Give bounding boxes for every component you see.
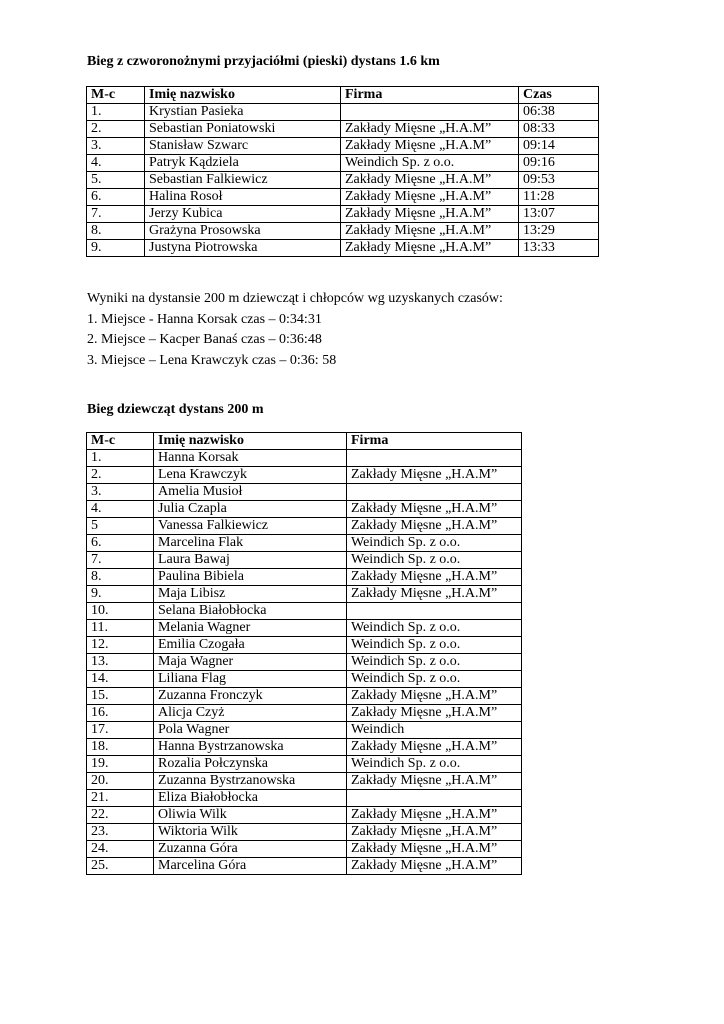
table-row	[87, 824, 522, 841]
table-row	[87, 206, 599, 223]
table-cell: 08:33	[519, 121, 599, 138]
table-cell: Stanisław Szwarc	[145, 138, 341, 155]
table-cell: Zakłady Mięsne „H.A.M”	[347, 824, 522, 841]
table-cell: 11:28	[519, 189, 599, 206]
table-cell: 9.	[87, 240, 145, 257]
table-row	[87, 756, 522, 773]
table-cell: 6.	[87, 189, 145, 206]
table-row	[87, 705, 522, 722]
section2-title: Bieg dziewcząt dystans 200 m	[87, 402, 264, 417]
column-header: M-c	[87, 433, 154, 450]
section1-title: Bieg z czworonożnymi przyjaciółmi (pieski) dystans 1.6 km	[87, 54, 440, 69]
table-row	[87, 240, 599, 257]
table-row	[87, 189, 599, 206]
table-cell: Weindich Sp. z o.o.	[347, 620, 522, 637]
table-cell: 22.	[87, 807, 154, 824]
table-cell: Liliana Flag	[154, 671, 347, 688]
table-cell: Pola Wagner	[154, 722, 347, 739]
table-row	[87, 671, 522, 688]
column-header: Firma	[347, 433, 522, 450]
table-cell: Alicja Czyż	[154, 705, 347, 722]
table-cell: 11.	[87, 620, 154, 637]
table-cell: 8.	[87, 569, 154, 586]
table-row	[87, 807, 522, 824]
table-cell: 16.	[87, 705, 154, 722]
table-cell: Zakłady Mięsne „H.A.M”	[347, 586, 522, 603]
table-cell: Zakłady Mięsne „H.A.M”	[347, 841, 522, 858]
table-cell: 21.	[87, 790, 154, 807]
table-row	[87, 586, 522, 603]
table-cell: 10.	[87, 603, 154, 620]
table-body	[87, 450, 522, 875]
table-cell: 2.	[87, 121, 145, 138]
table-cell: Grażyna Prosowska	[145, 223, 341, 240]
column-header: Imię nazwisko	[154, 433, 347, 450]
column-header: Imię nazwisko	[145, 87, 341, 104]
table-cell: 06:38	[519, 104, 599, 121]
table-cell: Melania Wagner	[154, 620, 347, 637]
table-cell: Emilia Czogała	[154, 637, 347, 654]
table-row	[87, 841, 522, 858]
table-cell: 5.	[87, 172, 145, 189]
table-cell: Hanna Bystrzanowska	[154, 739, 347, 756]
table-row	[87, 518, 522, 535]
table-cell: Justyna Piotrowska	[145, 240, 341, 257]
table-cell: 15.	[87, 688, 154, 705]
results-intro: Wyniki na dystansie 200 m dziewcząt i chłopców wg uzyskanych czasów:	[87, 291, 503, 306]
table-row	[87, 138, 599, 155]
table-cell: Zakłady Mięsne „H.A.M”	[341, 121, 519, 138]
dog-run-results-table	[86, 86, 599, 257]
table-row	[87, 637, 522, 654]
table-cell: Amelia Musioł	[154, 484, 347, 501]
table-row	[87, 467, 522, 484]
table-cell: Jerzy Kubica	[145, 206, 341, 223]
table-cell: 2.	[87, 467, 154, 484]
table-cell: 17.	[87, 722, 154, 739]
table-header-row	[87, 87, 599, 104]
table-row	[87, 790, 522, 807]
table-cell: 12.	[87, 637, 154, 654]
table-cell: Hanna Korsak	[154, 450, 347, 467]
table-row	[87, 155, 599, 172]
table-cell: 18.	[87, 739, 154, 756]
table-cell: Zuzanna Góra	[154, 841, 347, 858]
table-cell: Zuzanna Fronczyk	[154, 688, 347, 705]
table-cell: 13:29	[519, 223, 599, 240]
table-cell: Sebastian Falkiewicz	[145, 172, 341, 189]
table-cell: Oliwia Wilk	[154, 807, 347, 824]
table-cell: Zakłady Mięsne „H.A.M”	[347, 569, 522, 586]
table-cell: Wiktoria Wilk	[154, 824, 347, 841]
table-cell: 7.	[87, 552, 154, 569]
table-cell: Maja Wagner	[154, 654, 347, 671]
girls-run-results-table	[86, 432, 522, 875]
table-cell: Vanessa Falkiewicz	[154, 518, 347, 535]
table-cell: 19.	[87, 756, 154, 773]
column-header: Firma	[341, 87, 519, 104]
table-cell: 09:16	[519, 155, 599, 172]
table-cell: 13.	[87, 654, 154, 671]
table-cell: Weindich Sp. z o.o.	[347, 535, 522, 552]
table-cell: Marcelina Góra	[154, 858, 347, 875]
table-cell: Julia Czapla	[154, 501, 347, 518]
table-cell: Weindich Sp. z o.o.	[347, 756, 522, 773]
table-row	[87, 654, 522, 671]
table-cell: Zakłady Mięsne „H.A.M”	[347, 705, 522, 722]
table-cell: Lena Krawczyk	[154, 467, 347, 484]
table-cell: Paulina Bibiela	[154, 569, 347, 586]
table-cell: Patryk Kądziela	[145, 155, 341, 172]
table-cell	[341, 104, 519, 121]
table-cell: Zakłady Mięsne „H.A.M”	[347, 467, 522, 484]
table-cell: 6.	[87, 535, 154, 552]
table-cell: Zakłady Mięsne „H.A.M”	[347, 501, 522, 518]
table-row	[87, 858, 522, 875]
table-row	[87, 223, 599, 240]
table-cell: Rozalia Połczynska	[154, 756, 347, 773]
column-header: M-c	[87, 87, 145, 104]
table-row	[87, 501, 522, 518]
table-row	[87, 620, 522, 637]
table-row	[87, 450, 522, 467]
table-cell: Zuzanna Bystrzanowska	[154, 773, 347, 790]
table-cell: Maja Libisz	[154, 586, 347, 603]
table-header-row	[87, 433, 522, 450]
table-cell: Zakłady Mięsne „H.A.M”	[347, 688, 522, 705]
table-cell	[347, 484, 522, 501]
table-row	[87, 722, 522, 739]
table-cell: Zakłady Mięsne „H.A.M”	[347, 807, 522, 824]
table-body	[87, 104, 599, 257]
table-row	[87, 688, 522, 705]
table-row	[87, 739, 522, 756]
table-cell: Selana Białobłocka	[154, 603, 347, 620]
table-cell: 09:14	[519, 138, 599, 155]
table-cell: 09:53	[519, 172, 599, 189]
table-cell: Zakłady Mięsne „H.A.M”	[347, 773, 522, 790]
table-cell: Weindich Sp. z o.o.	[347, 637, 522, 654]
result-line: 1. Miejsce - Hanna Korsak czas – 0:34:31	[87, 311, 322, 327]
table-cell: 13:33	[519, 240, 599, 257]
table-cell: Zakłady Mięsne „H.A.M”	[341, 223, 519, 240]
table-cell: 14.	[87, 671, 154, 688]
result-line: 3. Miejsce – Lena Krawczyk czas – 0:36: 58	[87, 352, 337, 368]
table-cell: 1.	[87, 104, 145, 121]
table-cell: 20.	[87, 773, 154, 790]
table-cell: 8.	[87, 223, 145, 240]
table-cell: Weindich Sp. z o.o.	[347, 671, 522, 688]
results-summary	[87, 289, 503, 371]
table-cell	[347, 790, 522, 807]
table-cell: Weindich Sp. z o.o.	[347, 654, 522, 671]
table-cell: Zakłady Mięsne „H.A.M”	[341, 240, 519, 257]
table-row	[87, 603, 522, 620]
table-cell	[347, 450, 522, 467]
table-cell: Krystian Pasieka	[145, 104, 341, 121]
table-cell: 7.	[87, 206, 145, 223]
table-row	[87, 121, 599, 138]
table-cell: Sebastian Poniatowski	[145, 121, 341, 138]
table-row	[87, 569, 522, 586]
table-cell: 4.	[87, 501, 154, 518]
table-cell: Zakłady Mięsne „H.A.M”	[341, 206, 519, 223]
table-cell: Weindich	[347, 722, 522, 739]
table-cell	[347, 603, 522, 620]
table-cell: 3.	[87, 484, 154, 501]
table-cell: Halina Rosoł	[145, 189, 341, 206]
table-cell: 9.	[87, 586, 154, 603]
table-cell: 23.	[87, 824, 154, 841]
table-cell: Zakłady Mięsne „H.A.M”	[341, 138, 519, 155]
table-row	[87, 535, 522, 552]
table-cell: 24.	[87, 841, 154, 858]
table-cell: Laura Bawaj	[154, 552, 347, 569]
table-cell: 3.	[87, 138, 145, 155]
table-cell: Zakłady Mięsne „H.A.M”	[341, 172, 519, 189]
table-cell: Zakłady Mięsne „H.A.M”	[347, 858, 522, 875]
table-cell: 5	[87, 518, 154, 535]
table-cell: Zakłady Mięsne „H.A.M”	[347, 739, 522, 756]
column-header: Czas	[519, 87, 599, 104]
result-line: 2. Miejsce – Kacper Banaś czas – 0:36:48	[87, 332, 322, 347]
table-cell: Weindich Sp. z o.o.	[341, 155, 519, 172]
table-cell: Zakłady Mięsne „H.A.M”	[347, 518, 522, 535]
table-row	[87, 773, 522, 790]
table-cell: 25.	[87, 858, 154, 875]
table-row	[87, 552, 522, 569]
table-cell: Marcelina Flak	[154, 535, 347, 552]
table-cell: Eliza Białobłocka	[154, 790, 347, 807]
table-cell: 1.	[87, 450, 154, 467]
table-row	[87, 172, 599, 189]
table-row	[87, 484, 522, 501]
table-cell: Zakłady Mięsne „H.A.M”	[341, 189, 519, 206]
table-cell: 13:07	[519, 206, 599, 223]
table-row	[87, 104, 599, 121]
table-cell: Weindich Sp. z o.o.	[347, 552, 522, 569]
table-cell: 4.	[87, 155, 145, 172]
